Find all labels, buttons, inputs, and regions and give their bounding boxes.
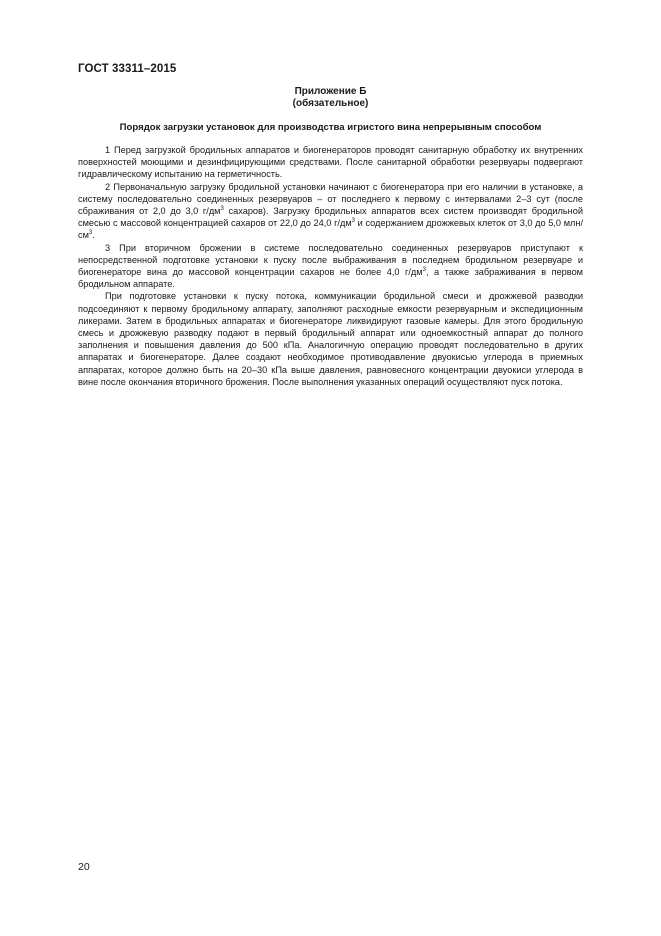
appendix-note: (обязательное) — [292, 98, 369, 109]
paragraph-4-text: При подготовке установки к пуску потока, коммуникации бродильной смеси и дрожжевой разводки подсоединяют к первому бродильному аппарату, заполняют расходные емкости резервуарным и экспедиционным ликерами. Затем в бродильных аппаратах и биогенераторе ликвидируют газовые камеры. Для этого бродильную смесь и дрожжевую разводку подают в первый бродильный аппарат или одноемкостный аппарат до полного заполнения и повышения давления до 500 кПа. Аналогичную операцию проводят последовательно в других аппаратах и биогенераторе. Далее создают необходимое противодавление двуокисью углерода в приемных аппаратах, которое должно быть на 20–30 кПа выше давления, равновесного концентрации двуокиси углерода в вине после окончания вторичного брожения. После выполнения указанных операций осуществляют пуск потока. — [78, 291, 583, 387]
paragraph-2-text-a: 2 Первоначальную загрузку бродильной установки начинают с биогенератора при его наличии в установке, а систему последовательно соединенных резервуаров – от последнего к первому с интервалами 2–3 сут (после сбраживания от 2,0 до 3,0 г/дм — [78, 181, 583, 217]
page-number: 20 — [78, 861, 90, 873]
paragraph-1 — [78, 144, 583, 181]
appendix-title: Приложение Б — [294, 86, 367, 97]
document-code: ГОСТ 33311–2015 — [78, 63, 177, 75]
paragraph-3-text-b: , а также забраживания в первом бродильном аппарате. — [78, 267, 583, 290]
paragraph-4 — [78, 290, 583, 388]
superscript-3: 3 — [422, 266, 426, 273]
superscript-3: 3 — [88, 230, 93, 237]
paragraph-1-text: 1 Перед загрузкой бродильных аппаратов и биогенераторов проводят санитарную обработку их внутренних поверхностей моющими и дезинфицирующими средствами. После санитарной обработки резервуары подвергают гидравлическому испытанию на герметичность. — [78, 145, 583, 180]
paragraph-2 — [78, 181, 583, 242]
paragraph-2-text-d: . — [92, 230, 95, 241]
paragraph-3 — [78, 242, 583, 291]
superscript-3: 3 — [351, 218, 355, 225]
superscript-3: 3 — [220, 205, 224, 212]
paragraph-2-text-b: сахаров). Загрузку бродильных аппаратов всех систем производят бродильной смесью с массовой концентрацией сахаров от 22,0 до 24,0 г/дм — [78, 206, 583, 229]
paragraph-3-text-a: 3 При вторичном брожении в системе последовательно соединенных резервуаров приступают к непосредственной подготовке установки к пуску после выбраживания в последнем бродильном резервуаре и биогенераторе вина до массовой концентрации сахаров не более 4,0 г/дм — [78, 242, 583, 278]
document-body — [78, 144, 583, 388]
section-title: Порядок загрузки установок для производства игристого вина непрерывным способом — [119, 122, 542, 133]
paragraph-2-text-c: и содержанием дрожжевых клеток от 3,0 до 5,0 млн/см — [78, 218, 583, 241]
